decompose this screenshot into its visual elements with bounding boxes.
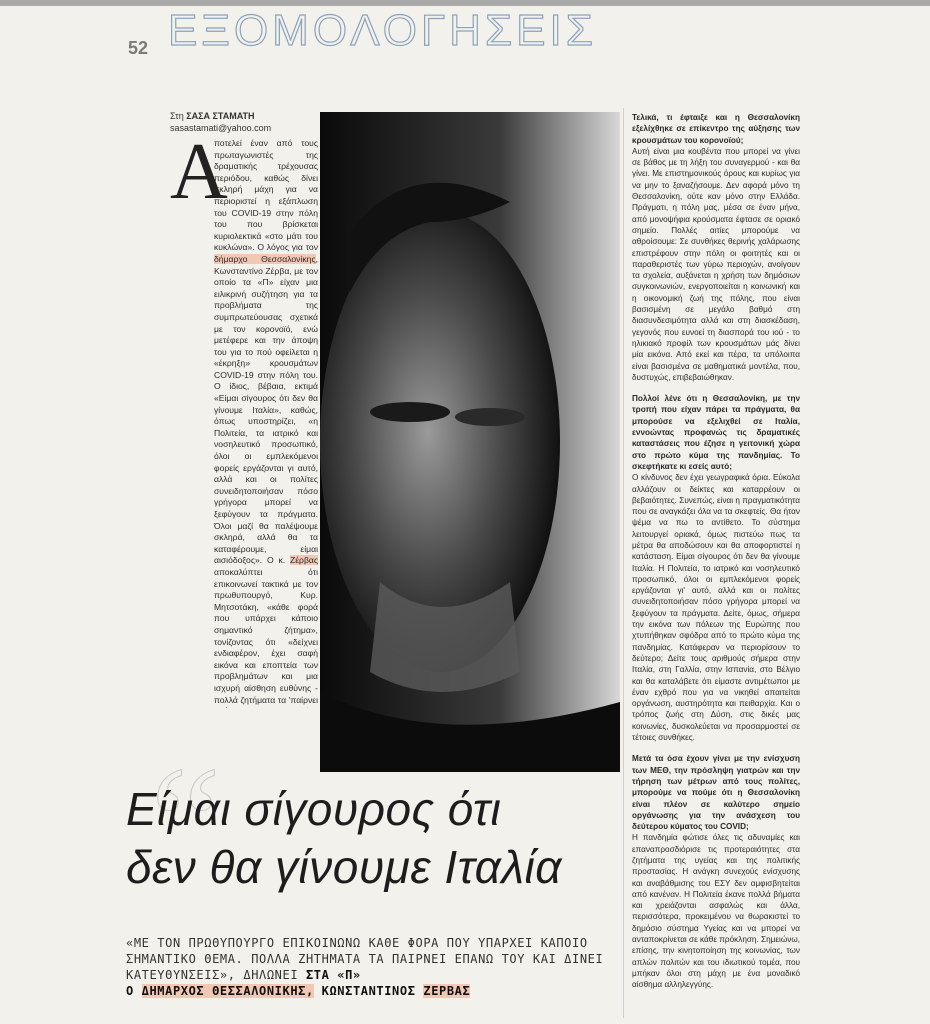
- byline-author: ΣΑΣΑ ΣΤΑΜΑΤΗ: [186, 111, 255, 121]
- article-right-column: [632, 112, 800, 1017]
- dek-name: ΚΩΝΣΤΑΝΤΙΝΟΣ: [321, 984, 416, 998]
- intro-text: ποτελεί έναν από τους πρωταγωνιστές της δραματικής τρέχουσας περιόδου, καθώς δίνει σκληρή μάχη για να περιοριστεί η εξάπλωση του COVID-19 στην πόλη του που βρίσκεται κυριολεκτικά «στο μάτι του κυκλώνα». Ο λόγος για τον δήμαρχο Θεσσαλονίκης, Κωνσταντίνο Ζέρβα, με τον οποίο τα «Π» είχαν μια ειλικρινή συζήτηση για τα προβλήματα της συμπρωτεύουσας σχετικά με τον κορονοϊό, ενώ μετέφερε και την άποψη του για το πού οφείλεται η «έκρηξη» κρουσμάτων COVID-19 στην πόλη του. Ο ίδιος, βέβαια, εκτιμά «Είμαι σίγουρος ότι δεν θα γίνουμε Ιταλία», καθώς, όπως υποστηρίζει, «η Πολιτεία, τα ιατρικό και νοσηλευτικό προσωπικό, όλοι οι εμπλεκόμενοι φορείς εργάζονται γι αυτό, αλλά και οι πολίτες συνειδητοποιήσαν πόσο γρήγορα μπορεί να ξεφύγουν τα πράγματα. Όλοι μαζί θα παλέψουμε σκληρά, αλλά θα τα καταφέρουμε, είμαι αισιόδοξος». Ο κ. Ζέρβας αποκαλύπτει ότι επικοινωνεί τακτικά με τον πρωθυπουργό, Κυρ. Μητσοτάκη, «κάθε φορά που υπάρχει κάποιο σημαντικό ζήτημα», τονίζοντας ότι «δείχνει ενδιαφέρον, έχει σαφή εικόνα και εποπτεία των προβλημάτων και μια ισχυρή αίσθηση ευθύνης - πολλά ζητήματα τα 'παίρνει: [170, 138, 318, 708]
- question-2: Πολλοί λένε ότι η Θεσσαλονίκη, με την τροπή που είχαν πάρει τα πράγματα, θα μπορούσε να εξελιχθεί σε Ιταλία, εννοώντας προφανώς τις δραματικές καταστάσεις που έζησε η γειτονική χώρα στο πρώτο κύμα της πανδημίας. Το σκεφτήκατε κι εσείς αυτό;: [632, 394, 800, 471]
- highlight-mayor: δήμαρχο Θεσσαλονίκης: [214, 253, 316, 264]
- dek-role: ΔΗΜΑΡΧΟΣ ΘΕΣΣΑΛΟΝΙΚΗΣ,: [141, 984, 314, 998]
- highlight-zervas: Ζέρβας: [289, 555, 318, 566]
- drop-cap: Α: [170, 128, 228, 216]
- question-3: Μετά τα όσα έχουν γίνει με την ενίσχυση των ΜΕΘ, την πρόσληψη γιατρών και την τήρηση των μέτρων από τους πολίτες, μπορούμε να πούμε ότι η Θεσσαλονίκη είναι πλέον σε καλύτερο σημείο οργάνωσης για την ανάσχεση του δεύτερου κύματος του COVID;: [632, 754, 800, 832]
- headline-line-1: Είμαι σίγουρος ότι: [126, 783, 502, 835]
- portrait-illustration: [320, 112, 620, 772]
- dek-text: «ΜΕ ΤΟΝ ΠΡΩΘΥΠΟΥΡΓΟ ΕΠΙΚΟΙΝΩΝΩ ΚΑΘΕ ΦΟΡΑ ΠΟΥ ΥΠΑΡΧΕΙ ΚΑΠΟΙΟ ΣΗΜΑΝΤΙΚΟ ΘΕΜΑ. ΠΟΛΛΑ ΖΗΤΗΜΑΤΑ ΤΑ ΠΑΙΡΝΕΙ ΕΠΑΝΩ ΤΟΥ ΚΑΙ ΔΙΝΕΙ ΚΑΤΕΥΘΥΝΣΕΙΣ», ΔΗΛΩΝΕΙ: [126, 936, 604, 982]
- section-title: ΕΞΟΜΟΛΟΓΗΣΕΙΣ: [168, 6, 597, 55]
- answer-1: Αυτή είναι μια κουβέντα που μπορεί να γίνει σε βάθος με τη λήξη του συναγερμού - και θα γίνει. Με επιστημονικούς όρους και κυρίως για να μην το ξαναζήσουμε. Δεν αφορά μόνο τη Θεσσαλονίκη, ούτε καν μόνο στην Ελλάδα. Πράγματι, η πόλη μας, μέσα σε έναν μήνα, από μονοψήφια κρούσματα έφτασε σε οριακό σημείο. Πολλές αιτίες μπορούμε να αθροίσουμε: Σε συνθήκες θερινής χαλάρωσης επιστρέφουν στην πόλη οι φοιτητές και οι παραθεριστές των γύρω περιοχών, ανοίγουν τα σχολεία, αυξάνεται η χρήση των δημόσιων συγκοινωνιών, ενεργοποιείται η κοινωνική και η οικονομική ζωή της πόλης, που είναι βασισμένη σε μεγάλο βαθμό στη διασυνδεσιμότητα αλλά και στη διασκέδαση, γεγονός που ευνοεί τη διασπορά του ιού - το ηλικιακό προφίλ των κρουσμάτων μάς δίνει μία εικόνα. Από εκεί και πέρα, τα υπόλοιπα είναι βασισμένα σε μαθηματικά μοντέλα, που, δυστυχώς, επιβεβαιώθηκαν.: [632, 146, 800, 382]
- answer-3: Η πανδημία φώτισε όλες τις αδυναμίες και επαναπροσδιόρισε τις προτεραιότητες στα ζητήματα της υγείας και της πολιτικής προστασίας. Η ανάγκη συνεχούς ενίσχυσης και αναβάθμισης του ΕΣΥ δεν αμφισβητείται από κανέναν. Η Πολιτεία έκανε πολλά βήματα και χρειάζονται ασφαλώς και άλλα, περισσότερα, προκειμένου να θωρακιστεί το δημόσιο σύστημα Υγείας και να μπορεί να ανταποκρίνεται σε κάθε πρόκληση. Σημειώνω, επίσης, την κινητοποίηση της κοινωνίας, των απλών πολιτών και του ιδιωτικού τομέα, που μπήκαν όλοι στη μάχη με ένα μοναδικό αίσθημα αλληλεγγύης.: [632, 833, 800, 990]
- question-1: Τελικά, τι έφταιξε και η Θεσσαλονίκη εξελίχθηκε σε επίκεντρο της αύξησης των κρουσμάτων του κορονοϊού;: [632, 113, 800, 145]
- dek-role-prefix: Ο: [126, 984, 134, 998]
- article-left-column: [170, 138, 318, 708]
- byline-prefix: Στη: [170, 111, 184, 121]
- byline-email: sasastamati@yahoo.com: [170, 123, 272, 133]
- headline-line-2: δεν θα γίνουμε Ιταλία: [126, 841, 562, 893]
- dek-subtitle: [126, 935, 621, 999]
- headline: [126, 780, 626, 896]
- page-number: 52: [128, 38, 149, 58]
- quote-marks-icon: “: [150, 733, 222, 911]
- dek-paper: ΣΤΑ «Π»: [305, 968, 361, 982]
- answer-2: Ο κίνδυνος δεν έχει γεωγραφικά όρια. Εύκολα αλλάζουν οι δείκτες και καταρρέουν οι βεβαιότητες. Συνεπώς, είναι η πραγματικότητα που σε αναγκάζει όλα να τα σκεφτείς. Θα ήταν ψέμα να πω το αντίθετο. Το σύστημα λειτουργεί οριακά, όμως πιστεύω πως τα μέτρα θα αποδώσουν και θα αποφορτιστεί η κατάσταση. Είμαι σίγουρος ότι δεν θα γίνουμε Ιταλία. Η Πολιτεία, το ιατρικό και νοσηλευτικό προσωπικό, όλοι οι εμπλεκόμενοι φορείς εργάζονται γι' αυτό, αλλά και οι πολίτες συνειδητοποιήσαν πόσο γρήγορα μπορεί να ξεφύγουν τα πράγματα. Δείτε, όμως, σήμερα την εικόνα των πόλεων της Ευρώπης που χτυπήθηκαν σφόδρα από το πρώτο κύμα της πανδημίας. Κατάφεραν να περιορίσουν το δεύτερο; Δείτε τους αριθμούς σήμερα στην Ιταλία, στη Γαλλία, στην Ισπανία, στο Βέλγιο και θα καταλάβετε ότι είμαστε αντιμέτωποι με έναν εχθρό που για να νικηθεί απαιτείται οργάνωση, αυστηρότητα και πειθαρχία. Και ο τρόπος ζωής στη Δύση, στις δικές μας κοινωνίες, δυσκολεύεται να προσαρμοστεί σε τέτοιες συνθήκες.: [632, 473, 800, 743]
- dek-surname: ΖΕΡΒΑΣ: [423, 984, 471, 998]
- portrait-photo: [320, 112, 620, 772]
